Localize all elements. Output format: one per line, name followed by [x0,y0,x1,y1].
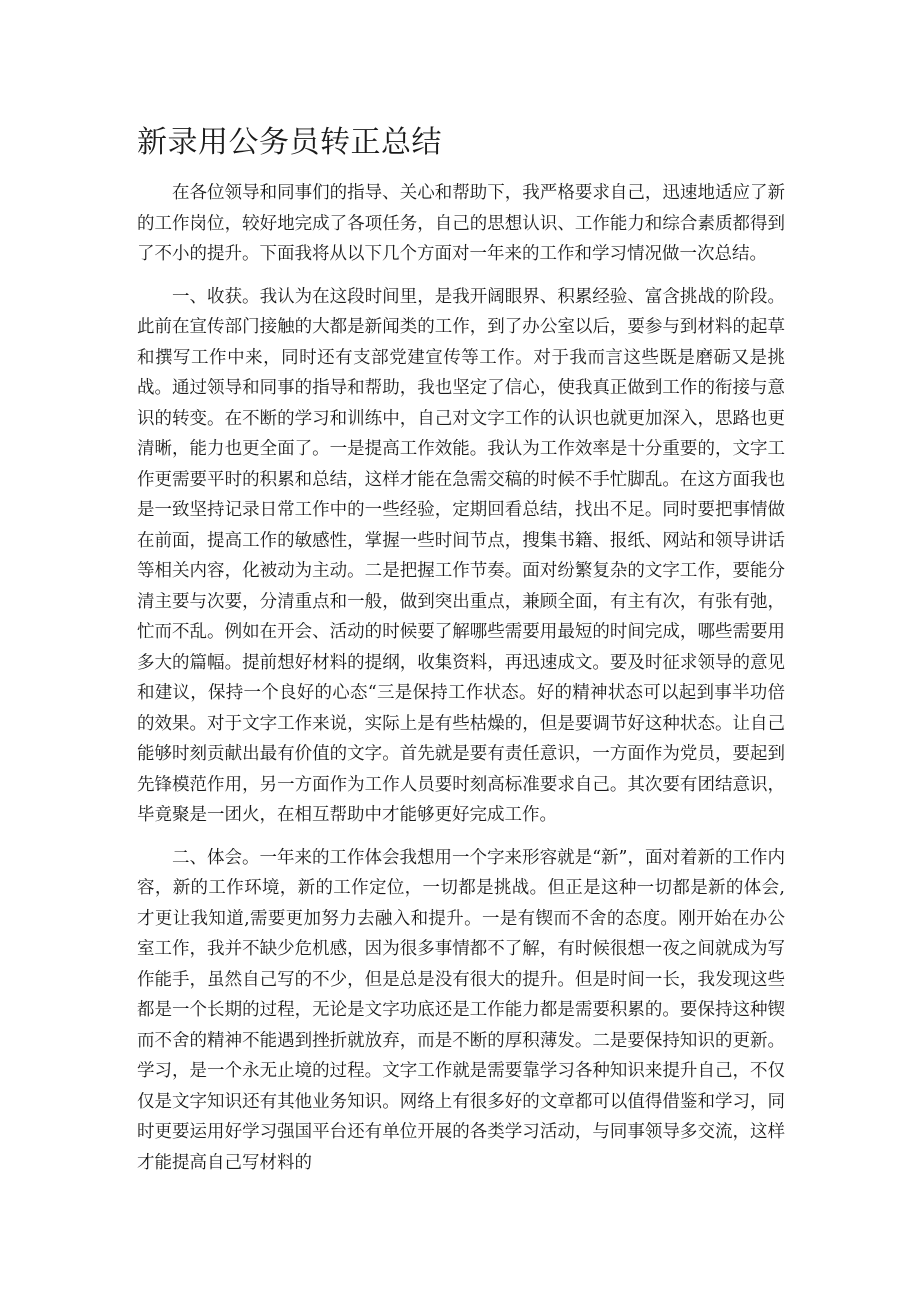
document-title: 新录用公务员转正总结 [137,125,442,160]
document-body [137,178,785,1190]
paragraph-experience: 二、体会。一年来的工作体会我想用一个字来形容就是“新”，面对着新的工作内容，新的工作环境，新的工作定位，一切都是挑战。但正是这种一切都是新的体会,才更让我知道,需要更加努力去融入和提升。一是有锲而不舍的态度。刚开始在办公室工作，我并不缺少危机感，因为很多事情都不了解，有时候很想一夜之间就成为写作能手，虽然自己写的不少，但是总是没有很大的提升。但是时间一长，我发现这些都是一个长期的过程，无论是文字功底还是工作能力都是需要积累的。要保持这种锲而不舍的精神不能遇到挫折就放弃，而是不断的厚积薄发。二是要保持知识的更新。学习，是一个永无止境的过程。文字工作就是需要靠学习各种知识来提升自己，不仅仅是文字知识还有其他业务知识。网络上有很多好的文章都可以值得借鉴和学习，同时更要运用好学习强国平台还有单位开展的各类学习活动，与同事领导多交流，这样才能提高自己写材料的 [137,847,785,1173]
paragraph-gains: 一、收获。我认为在这段时间里，是我开阔眼界、积累经验、富含挑战的阶段。此前在宣传部门接触的大都是新闻类的工作，到了办公室以后，要参与到材料的起草和撰写工作中来，同时还有支部党建宣传等工作。对于我而言这些既是磨砺又是挑战。通过领导和同事的指导和帮助，我也坚定了信心，使我真正做到工作的衔接与意识的转变。在不断的学习和训练中，自己对文字工作的认识也就更加深入，思路也更清晰，能力也更全面了。一是提高工作效能。我认为工作效率是十分重要的，文字工作更需要平时的积累和总结，这样才能在急需交稿的时候不手忙脚乱。在这方面我也是一致坚持记录日常工作中的一些经验，定期回看总结，找出不足。同时要把事情做在前面，提高工作的敏感性，掌握一些时间节点，搜集书籍、报纸、网站和领导讲话等相关内容，化被动为主动。二是把握工作节奏。面对纷繁复杂的文字工作，要能分清主要与次要，分清重点和一般，做到突出重点，兼顾全面，有主有次，有张有弛，忙而不乱。例如在开会、活动的时候要了解哪些需要用最短的时间完成，哪些需要用多大的篇幅。提前想好材料的提纲，收集资料，再迅速成文。要及时征求领导的意见和建议，保持一个良好的心态“三是保持工作状态。好的精神状态可以起到事半功倍的效果。对于文字工作来说，实际上是有些枯燥的，但是要调节好这种状态。让自己能够时刻贡献出最有价值的文字。首先就是要有责任意识，一方面作为党员，要起到先锋模范作用，另一方面作为工作人员要时刻高标准要求自己。其次要有团结意识，毕竟聚是一团火，在相互帮助中才能够更好完成工作。 [137,286,785,825]
paragraph-intro: 在各位领导和同事们的指导、关心和帮助下，我严格要求自己，迅速地适应了新的工作岗位，较好地完成了各项任务，自己的思想认识、工作能力和综合素质都得到了不小的提升。下面我将从以下几个方面对一年来的工作和学习情况做一次总结。 [137,183,785,264]
